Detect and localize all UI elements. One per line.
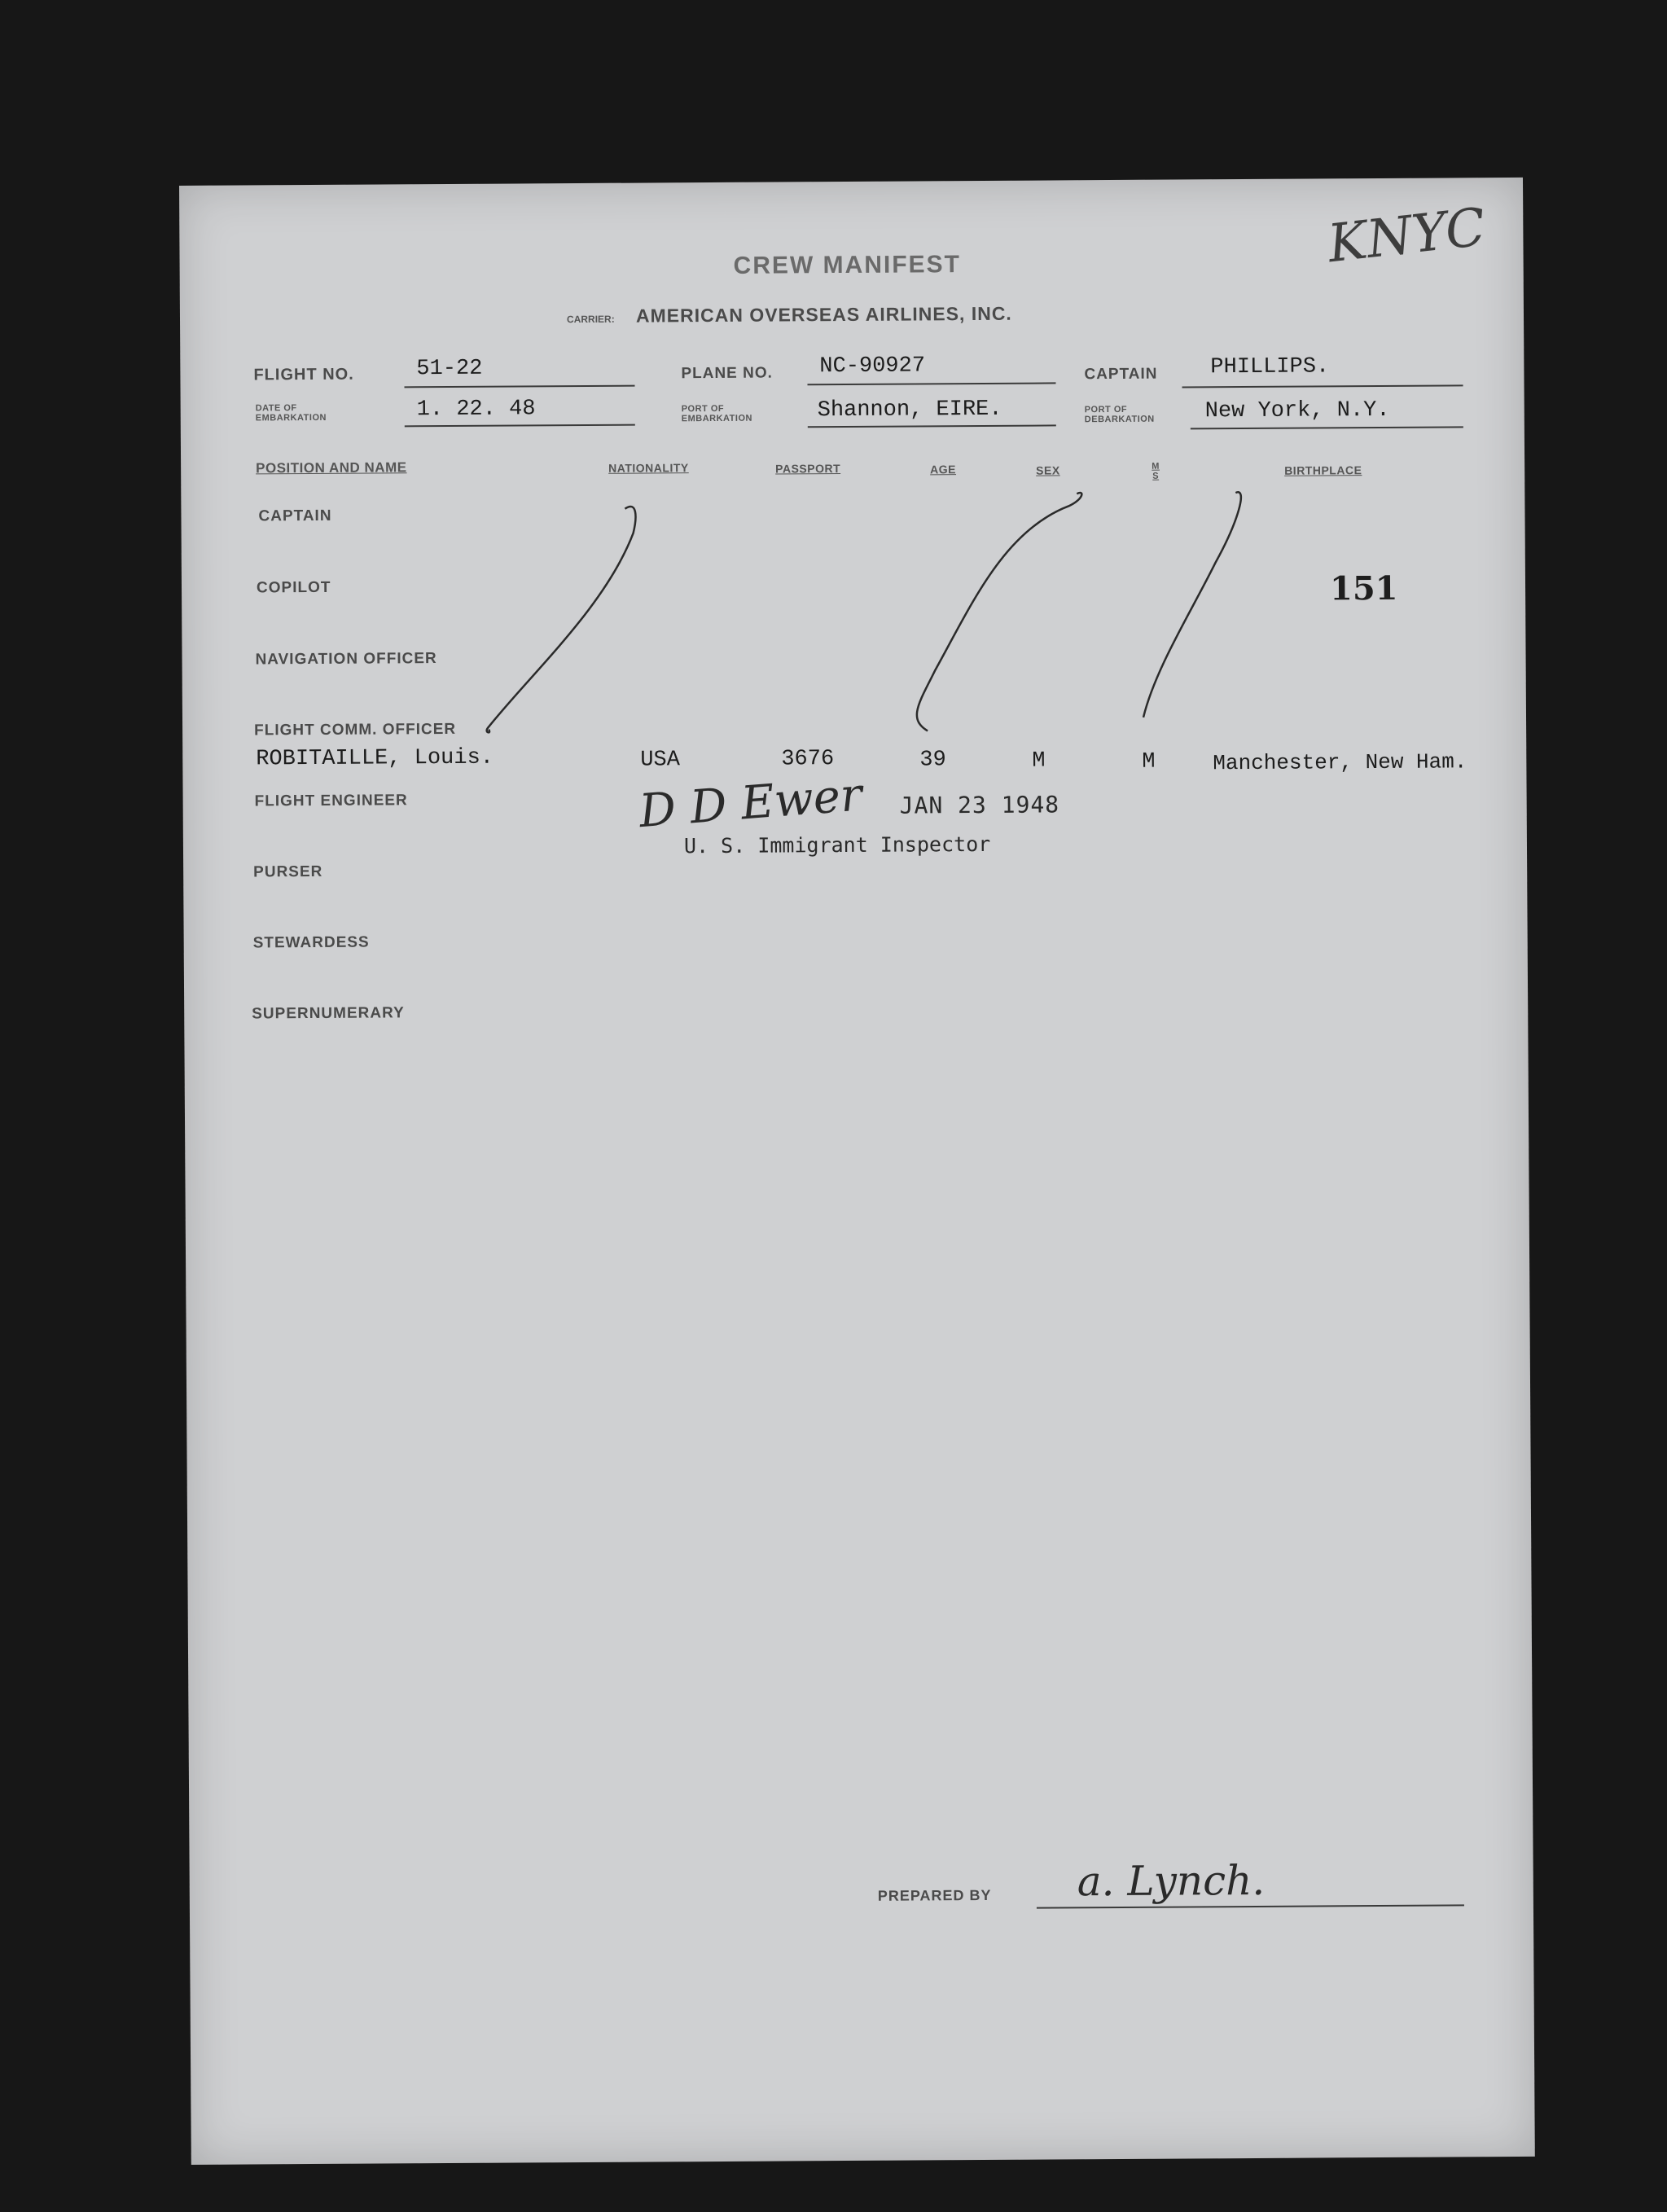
preparer-signature: a. Lynch. [1077, 1856, 1266, 1906]
stamp-inspector-title: U. S. Immigrant Inspector [683, 832, 991, 858]
flight-no-value: 51-22 [416, 356, 483, 382]
column-header-birthplace: BIRTHPLACE [1284, 463, 1362, 477]
stamp-date: JAN 23 1948 [899, 791, 1060, 819]
port-debarkation-label: PORT OF DEBARKATION [1084, 404, 1155, 425]
position-supernumerary: SUPERNUMERARY [252, 1004, 405, 1023]
column-header-passport: PASSPORT [775, 462, 841, 476]
inspector-signature: D D Ewer [637, 768, 864, 839]
position-navigation-officer: NAVIGATION OFFICER [255, 650, 437, 669]
crew-nationality: USA [640, 748, 681, 773]
crew-sex: M [1032, 748, 1046, 774]
ditto-stroke-age-sex [915, 493, 1083, 731]
crew-passport: 3676 [781, 747, 835, 772]
ditto-marks [179, 178, 1535, 2165]
port-embarkation-label: PORT OF EMBARKATION [681, 403, 752, 424]
ditto-stroke-birthplace [1142, 492, 1242, 718]
column-header-marital: M S [1152, 461, 1160, 481]
crew-name: ROBITAILLE, Louis. [256, 745, 494, 772]
position-flight-engineer: FLIGHT ENGINEER [254, 792, 408, 810]
page-title: CREW MANIFEST [733, 251, 962, 279]
column-header-sex: SEX [1036, 463, 1060, 477]
corner-handwritten-note: KNYC [1324, 197, 1489, 275]
captain-value: PHILLIPS. [1210, 354, 1330, 380]
carrier-label: CARRIER: [566, 313, 615, 326]
manifest-page [179, 178, 1535, 2165]
position-copilot: COPILOT [256, 578, 331, 597]
position-captain: CAPTAIN [258, 507, 332, 525]
column-header-position: POSITION AND NAME [256, 459, 407, 476]
prepared-by-label: PREPARED BY [877, 1886, 992, 1904]
crew-marital-status: M [1142, 749, 1156, 775]
position-stewardess: STEWARDESS [252, 933, 370, 952]
crew-birthplace: Manchester, New Ham. [1213, 749, 1467, 776]
column-header-nationality: NATIONALITY [608, 461, 689, 475]
plane-no-value: NC-90927 [819, 353, 926, 380]
column-header-age: AGE [930, 463, 957, 476]
port-embarkation-value: Shannon, EIRE. [817, 397, 1002, 424]
port-debarkation-value: New York, N.Y. [1204, 397, 1390, 424]
crew-age: 39 [919, 748, 946, 773]
carrier-name: AMERICAN OVERSEAS AIRLINES, INC. [635, 302, 1012, 327]
date-label: DATE OF EMBARKATION [255, 403, 327, 424]
date-value: 1. 22. 48 [416, 397, 536, 423]
position-flight-comm-officer: FLIGHT COMM. OFFICER [254, 720, 457, 740]
plane-no-label: PLANE NO. [681, 364, 773, 383]
captain-label: CAPTAIN [1084, 365, 1158, 384]
ditto-stroke-nationality [485, 507, 637, 732]
position-purser: PURSER [253, 862, 323, 881]
flight-no-label: FLIGHT NO. [253, 365, 354, 384]
handwritten-number: 151 [1329, 568, 1398, 608]
